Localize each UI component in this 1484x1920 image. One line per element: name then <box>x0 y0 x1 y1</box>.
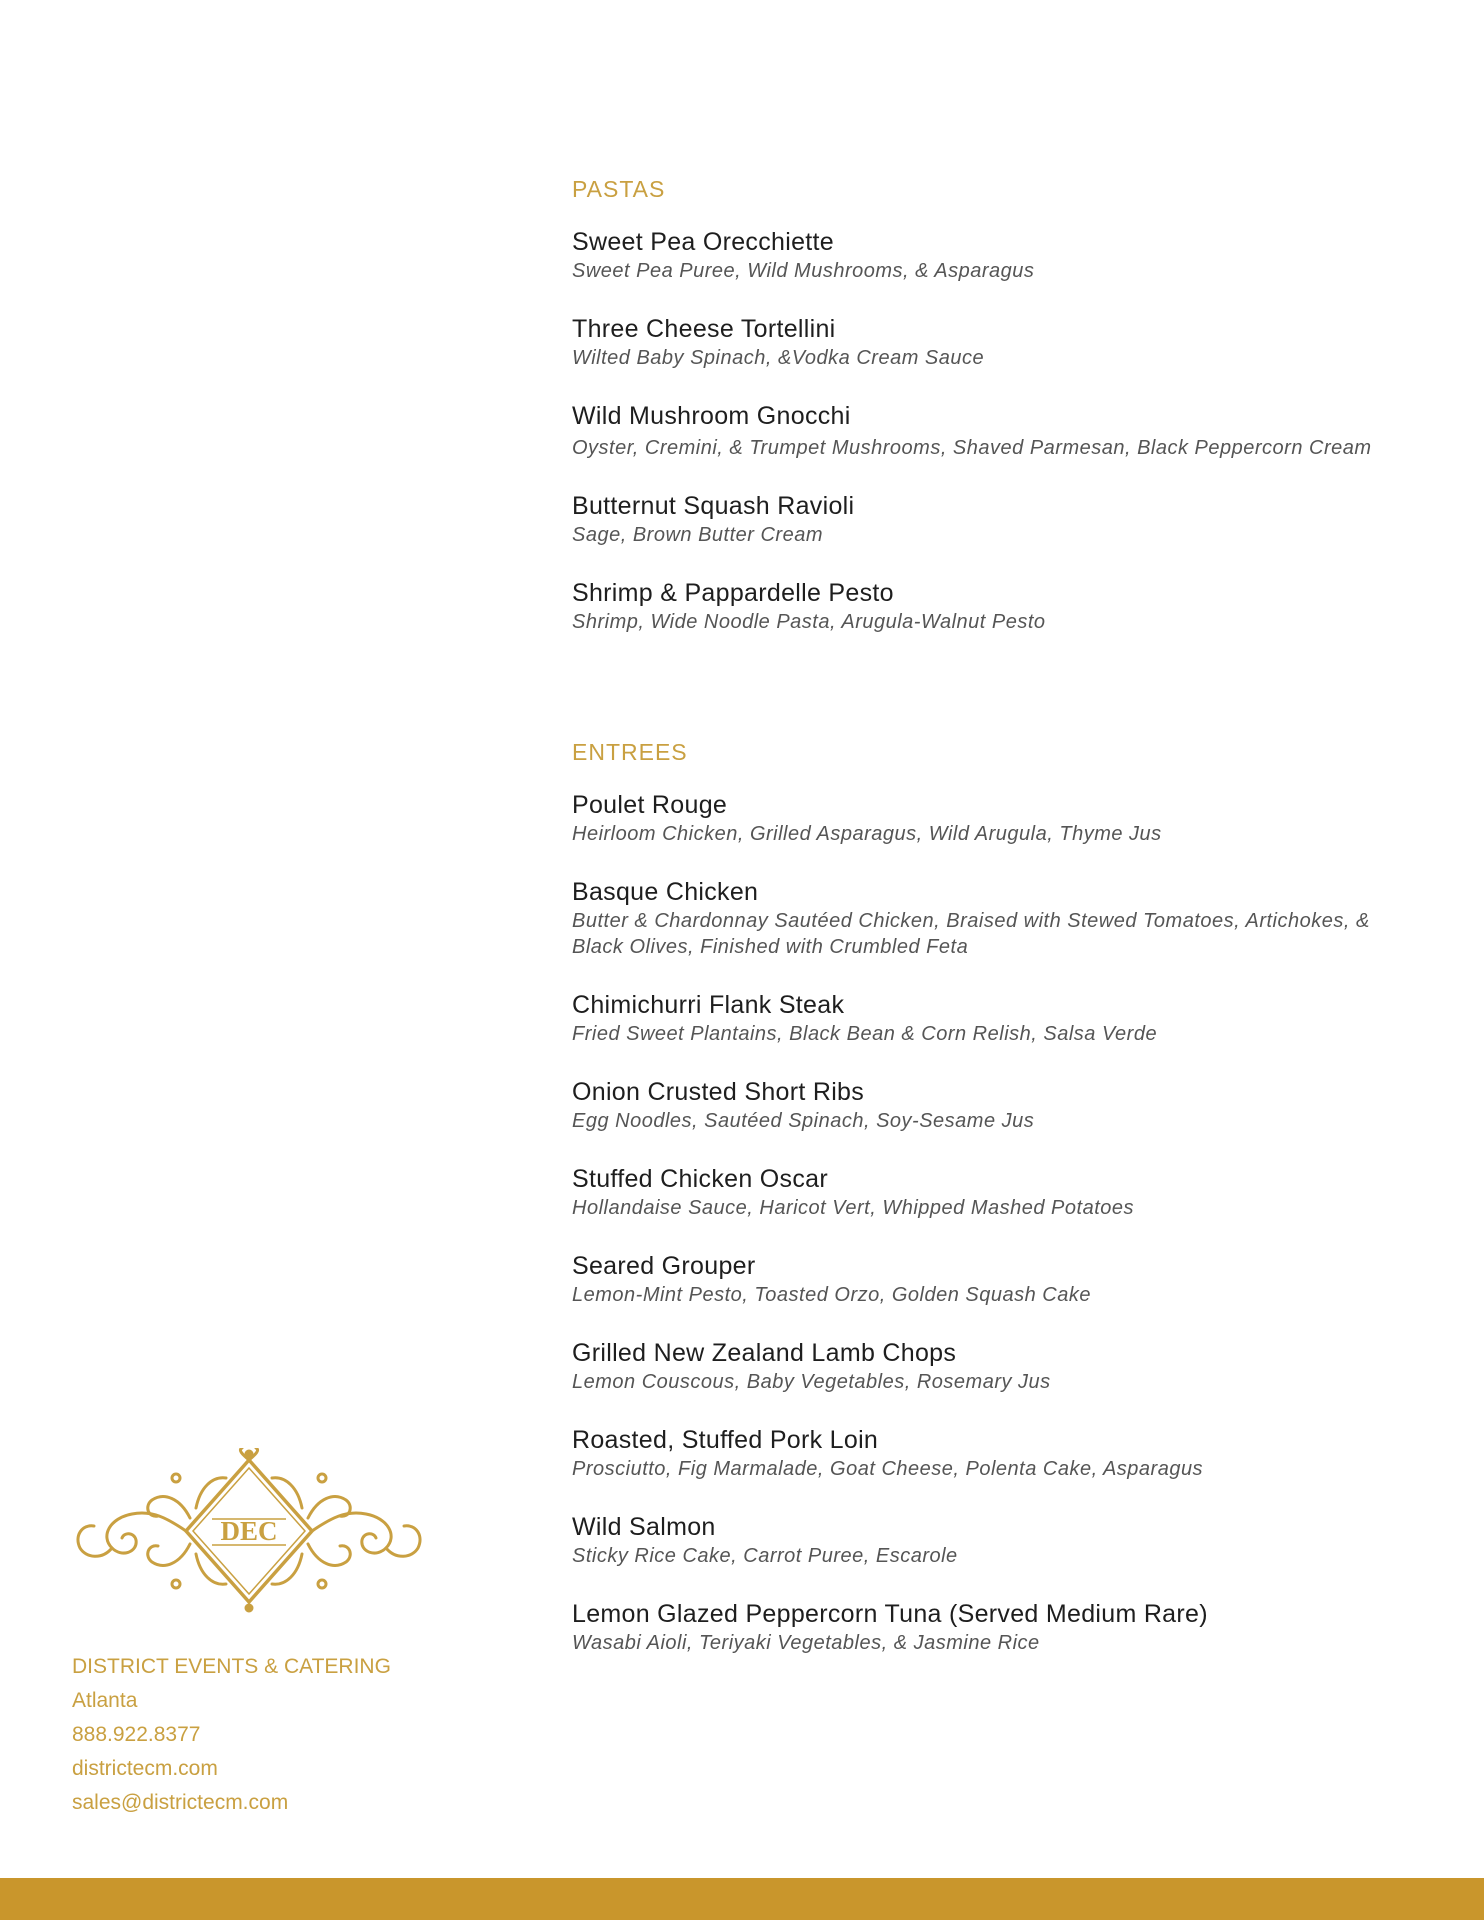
item-name: Basque Chicken <box>572 878 759 906</box>
company-city: Atlanta <box>72 1689 138 1712</box>
company-name: DISTRICT EVENTS & CATERING <box>72 1655 391 1678</box>
item-description: Egg Noodles, Sautéed Spinach, Soy-Sesame Jus <box>572 1110 1035 1132</box>
logo-monogram: DEC <box>220 1516 278 1546</box>
item-name: Wild Salmon <box>572 1513 716 1541</box>
item-description: Hollandaise Sauce, Haricot Vert, Whipped Mashed Potatoes <box>572 1197 1134 1219</box>
menu-item <box>572 314 1452 371</box>
menu-item <box>572 1425 1452 1482</box>
company-website[interactable]: districtecm.com <box>72 1757 218 1780</box>
item-name: Grilled New Zealand Lamb Chops <box>572 1339 957 1367</box>
item-name: Shrimp & Pappardelle Pesto <box>572 579 894 607</box>
item-description: Prosciutto, Fig Marmalade, Goat Cheese, Polenta Cake, Asparagus <box>572 1458 1204 1480</box>
item-description: Lemon Couscous, Baby Vegetables, Rosemary Jus <box>572 1371 1051 1393</box>
menu-item <box>572 491 1452 548</box>
section-title: ENTREES <box>572 739 688 765</box>
item-description: Shrimp, Wide Noodle Pasta, Arugula-Walnut Pesto <box>572 611 1046 633</box>
item-name: Roasted, Stuffed Pork Loin <box>572 1426 879 1454</box>
item-description: Sage, Brown Butter Cream <box>572 524 823 546</box>
menu-item <box>572 790 1452 847</box>
item-description: Wasabi Aioli, Teriyaki Vegetables, & Jasmine Rice <box>572 1632 1040 1654</box>
menu-content <box>572 176 1452 1734</box>
item-name: Chimichurri Flank Steak <box>572 991 845 1019</box>
menu-item <box>572 401 1452 461</box>
menu-item <box>572 1251 1452 1308</box>
item-description: Wilted Baby Spinach, &Vodka Cream Sauce <box>572 347 985 369</box>
section-entrees <box>572 739 1452 1656</box>
item-name: Seared Grouper <box>572 1252 756 1280</box>
menu-item <box>572 1599 1452 1656</box>
item-description: Sticky Rice Cake, Carrot Puree, Escarole <box>572 1545 958 1567</box>
menu-item <box>572 1077 1452 1134</box>
section-pastas <box>572 176 1452 635</box>
section-title: PASTAS <box>572 176 666 202</box>
menu-item <box>572 1338 1452 1395</box>
item-name: Sweet Pea Orecchiette <box>572 228 834 256</box>
item-name: Wild Mushroom Gnocchi <box>572 402 851 430</box>
menu-item <box>572 578 1452 635</box>
menu-item <box>572 1512 1452 1569</box>
item-name: Onion Crusted Short Ribs <box>572 1078 865 1106</box>
menu-item <box>572 1164 1452 1221</box>
menu-item <box>572 990 1452 1047</box>
item-name: Poulet Rouge <box>572 791 728 819</box>
item-description: Sweet Pea Puree, Wild Mushrooms, & Asparagus <box>572 260 1035 282</box>
company-email[interactable]: sales@districtecm.com <box>72 1791 289 1814</box>
item-name: Butternut Squash Ravioli <box>572 492 855 520</box>
item-name: Lemon Glazed Peppercorn Tuna (Served Medium Rare) <box>572 1600 1208 1628</box>
menu-item <box>572 877 1452 960</box>
item-name: Stuffed Chicken Oscar <box>572 1165 828 1193</box>
item-description: Butter & Chardonnay Sautéed Chicken, Braised with Stewed Tomatoes, Artichokes, & Black Olives, Finished with Crumbled Feta <box>572 910 1370 958</box>
item-description: Oyster, Cremini, & Trumpet Mushrooms, Shaved Parmesan, Black Peppercorn Cream <box>572 437 1372 459</box>
ornate-crest-icon <box>72 1448 427 1614</box>
company-logo <box>72 1448 427 1614</box>
item-description: Fried Sweet Plantains, Black Bean & Corn Relish, Salsa Verde <box>572 1023 1158 1045</box>
item-name: Three Cheese Tortellini <box>572 315 836 343</box>
footer-bar <box>0 1878 1484 1920</box>
item-description: Heirloom Chicken, Grilled Asparagus, Wild Arugula, Thyme Jus <box>572 823 1162 845</box>
contact-block <box>72 1650 492 1820</box>
company-phone[interactable]: 888.922.8377 <box>72 1723 201 1746</box>
menu-item <box>572 227 1452 284</box>
item-description: Lemon-Mint Pesto, Toasted Orzo, Golden Squash Cake <box>572 1284 1091 1306</box>
